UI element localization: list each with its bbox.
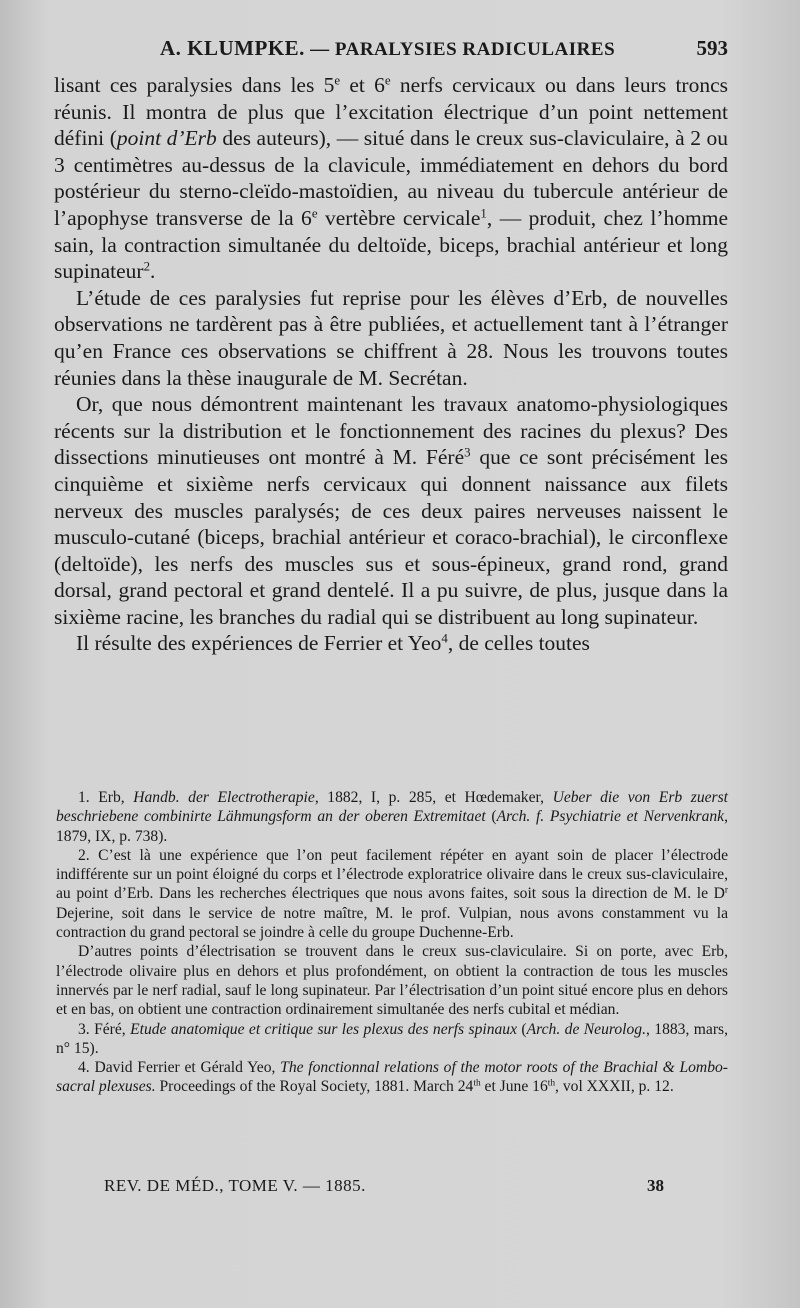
text-run: , 1882, I, p. 285, et Hœdemaker, [314, 789, 553, 806]
superscript: e [334, 73, 341, 88]
superscript: r [724, 885, 728, 896]
italic-title: The fonctionnal relations of the motor roots of the Brachial & Lombo-sacral plexuses. [56, 1059, 728, 1096]
text-run: lisant ces paralysies dans les 5 [54, 73, 335, 97]
running-title [160, 36, 615, 61]
italic-title: Arch. f. Psychiatrie et Nervenkrank [496, 808, 725, 826]
header-title: PARALYSIES RADICULAIRES [334, 39, 616, 60]
footnote-ref-1[interactable]: 1 [480, 206, 487, 221]
footnote-1 [56, 788, 728, 846]
superscript: th [473, 1078, 481, 1089]
italic-title: Arch. de Neurolog. [526, 1020, 646, 1038]
footnote-3 [56, 1020, 728, 1059]
text-run: ( [485, 808, 497, 826]
running-header [52, 36, 728, 64]
paragraph-4 [54, 630, 728, 657]
text-run: 3. Féré, [78, 1020, 131, 1038]
text-run: Proceedings of the Royal Society, 1881. March 24 [155, 1078, 474, 1096]
text-run: Il résulte des expériences de Ferrier et Yeo [76, 631, 442, 656]
text-run: , vol XXXII, p. 12. [555, 1078, 674, 1096]
text-run: . [150, 259, 156, 284]
journal-reference: REV. DE MÉD., TOME V. — 1885. [104, 1176, 366, 1195]
text-run: et June 16 [480, 1078, 548, 1096]
paragraph-3 [54, 391, 728, 630]
superscript: e [311, 206, 318, 221]
italic-title: Handb. der Electrotherapie [133, 789, 315, 806]
text-run: que ce sont précisément les cinquième et sixième nerfs cervicaux qui donnent naissance aux filets nerveux des muscles paralysés; de ces deux paires nerveuses naissent le musculo-cutané (biceps, brachial antérieur et coraco-brachial), le circonflexe (deltoïde), les nerfs des muscles sus et sous-épineux, grand rond, grand dorsal, grand pectoral et grand dentelé. Il a pu suivre, de plus, jusque dans la sixième racine, les branches du radial qui se distribuent au long supinateur. [54, 445, 728, 629]
text-run: , — produit, chez l’homme sain, la contraction simultanée du deltoïde, biceps, brachial antérieur et long supinateur [54, 205, 728, 284]
signature-mark: 38 [647, 1176, 664, 1195]
text-run: vertèbre cervicale [317, 205, 481, 230]
superscript: e [384, 73, 391, 88]
text-run: , 1883, mars, n° 15). [56, 1020, 728, 1057]
text-run: Or, que nous démontrent maintenant les travaux anatomo-physiologiques récents sur la distribution et le fonctionnement des racines du plexus? Des dissections minutieuses ont montré à M. Féré [54, 392, 728, 470]
text-run: Dejerine, soit dans le service de notre maître, M. le prof. Vulpian, nous avons constamment vu la contraction du grand pectoral se joindre à celle du groupe Duchenne-Erb. [56, 904, 728, 942]
italic-term: point d’Erb [116, 126, 217, 151]
text-run: 4. David Ferrier et Gérald Yeo, [78, 1059, 281, 1077]
paragraph-2: L’étude de ces paralysies fut reprise pour les élèves d’Erb, de nouvelles observations ne tardèrent pas à être publiées, et actuellement tant à l’étranger qu’en France ces observations se chiffrent à 28. Nous les trouvons toutes réunies dans la thèse inaugurale de M. Secrétan. [54, 285, 728, 390]
footnote-ref-3[interactable]: 3 [464, 445, 471, 460]
footnote-4 [56, 1058, 728, 1097]
footnote-ref-4[interactable]: 4 [441, 631, 448, 646]
text-run: des auteurs), — situé dans le creux sus-claviculaire, à 2 ou 3 centimètres au-dessus de la clavicule, immédiatement en dehors du bord postérieur du sterno-cleïdo-mastoïdien, au niveau du tubercule antérieur de l’apophyse transverse de la 6 [54, 126, 729, 230]
text-run: et 6 [340, 73, 385, 97]
text-run: , de celles toutes [447, 631, 590, 656]
text-run: 2. C’est là une expérience que l’on peut facilement répéter en ayant soin de placer l’électrode indifférente sur un point éloigné du corps et l’électrode exploratrice olivaire dans le creux sus-claviculaire, au point d’Erb. Dans les recherches électriques que nous avons faites, soit sous la direction de M. le D [56, 846, 728, 903]
text-run: , 1879, IX, p. 738). [56, 808, 729, 845]
header-author: A. KLUMPKE. [160, 36, 305, 60]
italic-title: Ueber die von Erb zuerst beschriebene combinirte Lähmungsform an der oberen Extremitaet [56, 789, 729, 826]
page-number: 593 [696, 36, 728, 60]
main-text [54, 72, 728, 657]
footnotes [56, 788, 728, 1097]
footnote-2-continued: D’autres points d’électrisation se trouvent dans le creux sus-claviculaire. Si on porte, avec Erb, l’électrode olivaire plus en dehors et plus profondément, on obtient la contraction de tous les muscles innervés par le nerf radial, sauf le long supinateur. Par l’électrisation d’un point situé encore plus en dehors et en bas, on obtient une contraction ordinairement simultanée des nerfs cubital et médian. [56, 943, 728, 1019]
text-run: ( [517, 1020, 527, 1038]
superscript: th [547, 1078, 556, 1089]
italic-title: Etude anatomique et critique sur les plexus des nerfs spinaux [130, 1020, 518, 1038]
paragraph-1 [54, 72, 728, 285]
footnote-ref-2[interactable]: 2 [143, 259, 151, 274]
page-footer [104, 1176, 664, 1200]
text-run: nerfs cervicaux ou dans leurs troncs réunis. Il montra de plus que l’excitation électrique d’un point nettement défini ( [54, 73, 728, 151]
text-run: 1. Erb, [78, 789, 134, 806]
footnote-2 [56, 846, 728, 942]
header-dash: — [310, 39, 330, 60]
